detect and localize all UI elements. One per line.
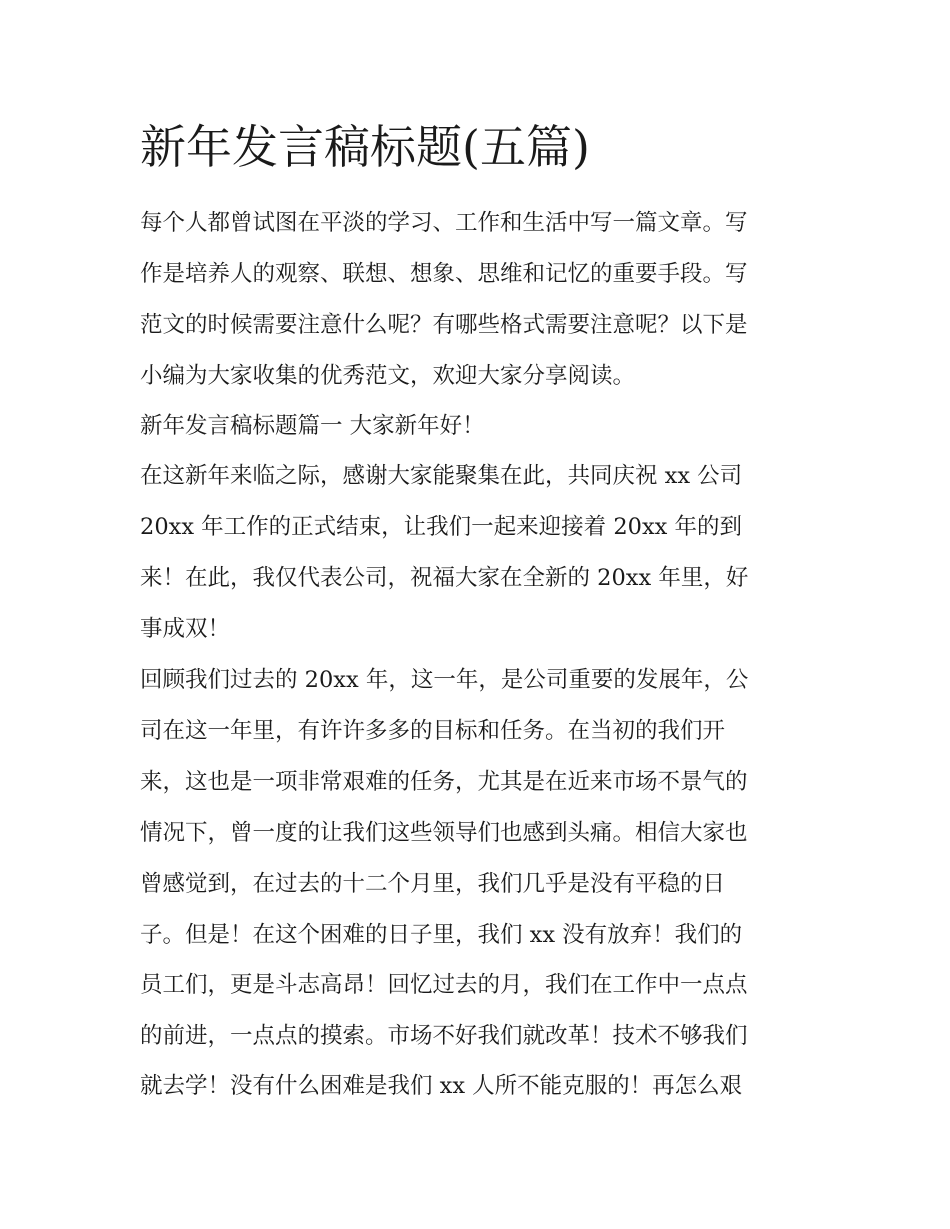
body-line-13: 就去学！没有什么困难是我们 xx 人所不能克服的！再怎么艰 [140, 1073, 743, 1099]
body-line-10: 子。但是！在这个困难的日子里，我们 xx 没有放弃！我们的 [140, 922, 743, 948]
intro-line-1: 每个人都曾试图在平淡的学习、工作和生活中写一篇文章。写 [140, 210, 748, 236]
body-line-8: 情况下，曾一度的让我们这些领导们也感到头痛。相信大家也 [140, 820, 748, 846]
body-line-2: 20xx 年工作的正式结束，让我们一起来迎接着 20xx 年的到 [140, 514, 742, 540]
document-title: 新年发言稿标题(五篇) [140, 120, 590, 174]
body-line-7: 来，这也是一项非常艰难的任务，尤其是在近来市场不景气的 [140, 769, 748, 795]
body-line-5: 回顾我们过去的 20xx 年，这一年，是公司重要的发展年，公 [140, 667, 749, 693]
body-line-9: 曾感觉到，在过去的十二个月里，我们几乎是没有平稳的日 [140, 871, 726, 897]
intro-line-3: 范文的时候需要注意什么呢？有哪些格式需要注意呢？以下是 [140, 312, 748, 338]
intro-line-4: 小编为大家收集的优秀范文，欢迎大家分享阅读。 [140, 363, 636, 389]
body-line-11: 员工们，更是斗志高昂！回忆过去的月，我们在工作中一点点 [140, 972, 748, 998]
section-heading: 新年发言稿标题篇一 大家新年好！ [140, 413, 485, 439]
body-line-3: 来！在此，我仅代表公司，祝福大家在全新的 20xx 年里，好 [140, 565, 749, 591]
body-line-1: 在这新年来临之际，感谢大家能聚集在此，共同庆祝 xx 公司 [140, 463, 743, 489]
body-line-4: 事成双！ [140, 616, 231, 642]
body-line-6: 司在这一年里，有许许多多的目标和任务。在当初的我们开 [140, 718, 726, 744]
intro-line-2: 作是培养人的观察、联想、想象、思维和记忆的重要手段。写 [140, 261, 748, 287]
body-line-12: 的前进，一点点的摸索。市场不好我们就改革！技术不够我们 [140, 1023, 748, 1049]
